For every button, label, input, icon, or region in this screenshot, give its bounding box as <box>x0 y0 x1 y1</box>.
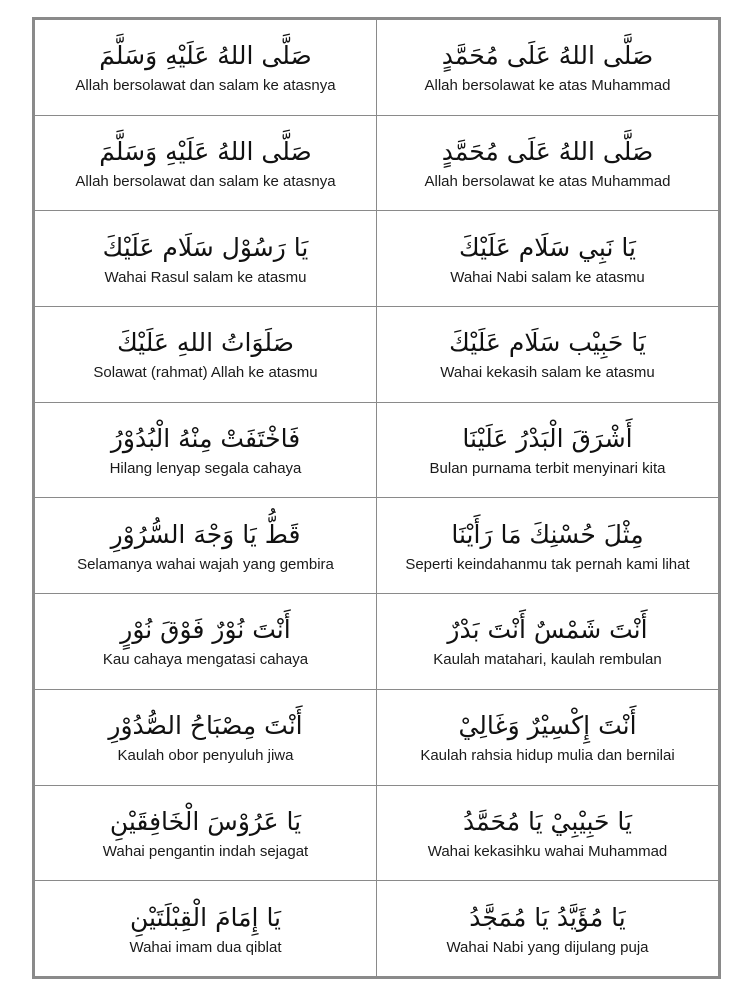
arabic-text: صَلَوَاتُ اللهِ عَلَيْكَ <box>117 328 294 358</box>
verse-cell-left <box>35 881 377 977</box>
arabic-text: يَا مُؤَيَّدُ يَا مُمَجَّدُ <box>469 902 626 932</box>
verse-row <box>35 594 719 690</box>
arabic-text: صَلَّى اللهُ عَلَيْهِ وَسَلَّمَ <box>99 41 312 71</box>
arabic-text: يَا رَسُوْل سَلَام عَلَيْكَ <box>102 232 309 262</box>
arabic-text: مِثْلَ حُسْنِكَ مَا رَأَيْنَا <box>451 519 644 549</box>
malay-translation: Allah bersolawat dan salam ke atasnya <box>75 77 336 95</box>
malay-translation: Wahai Rasul salam ke atasmu <box>104 268 307 286</box>
malay-translation: Allah bersolawat ke atas Muhammad <box>424 77 671 95</box>
malay-translation: Bulan purnama terbit menyinari kita <box>429 460 666 478</box>
arabic-text: يَا نَبِي سَلَام عَلَيْكَ <box>459 232 636 262</box>
verse-table <box>32 17 721 979</box>
verse-cell-right <box>377 785 719 881</box>
malay-translation: Seperti keindahanmu tak pernah kami lihat <box>405 555 690 573</box>
arabic-text: فَاخْتَفَتْ مِنْهُ الْبُدُوْرُ <box>110 424 301 454</box>
malay-translation: Wahai pengantin indah sejagat <box>102 842 309 860</box>
arabic-text: يَا عَرُوْسَ الْخَافِقَيْنِ <box>109 806 302 836</box>
arabic-text: أَنْتَ شَمْسٌ أَنْتَ بَدْرٌ <box>447 615 648 645</box>
verse-cell-right <box>377 307 719 403</box>
arabic-text: يَا إِمَامَ الْقِبْلَتَيْنِ <box>129 902 282 932</box>
verse-row <box>35 115 719 211</box>
verse-cell-left <box>35 594 377 690</box>
verse-grid <box>34 19 719 977</box>
verse-cell-right <box>377 20 719 116</box>
verse-row <box>35 785 719 881</box>
malay-translation: Wahai Nabi yang dijulang puja <box>446 938 649 956</box>
malay-translation: Kaulah matahari, kaulah rembulan <box>433 651 662 669</box>
arabic-text: يَا حَبِيْب سَلَام عَلَيْكَ <box>449 328 646 358</box>
verse-cell-right <box>377 594 719 690</box>
verse-row <box>35 881 719 977</box>
verse-cell-left <box>35 307 377 403</box>
verse-row <box>35 20 719 116</box>
malay-translation: Wahai imam dua qiblat <box>129 938 282 956</box>
malay-translation: Hilang lenyap segala cahaya <box>109 460 302 478</box>
arabic-text: أَنْتَ نُوْرٌ فَوْقَ نُوْرٍ <box>120 615 291 645</box>
malay-translation: Allah bersolawat ke atas Muhammad <box>424 173 671 191</box>
arabic-text: أَشْرَقَ الْبَدْرُ عَلَيْنَا <box>462 424 633 454</box>
malay-translation: Selamanya wahai wajah yang gembira <box>77 555 334 573</box>
verse-cell-left <box>35 211 377 307</box>
malay-translation: Allah bersolawat dan salam ke atasnya <box>75 173 336 191</box>
arabic-text: صَلَّى اللهُ عَلَيْهِ وَسَلَّمَ <box>99 137 312 167</box>
verse-cell-left <box>35 498 377 594</box>
malay-translation: Wahai kekasih salam ke atasmu <box>440 364 655 382</box>
arabic-text: أَنْتَ مِصْبَاحُ الصُّدُوْرِ <box>108 711 303 741</box>
verse-row <box>35 211 719 307</box>
arabic-text: يَا حَبِيْبِيْ يَا مُحَمَّدُ <box>462 806 633 836</box>
malay-translation: Solawat (rahmat) Allah ke atasmu <box>93 364 318 382</box>
arabic-text: أَنْتَ إِكْسِيْرٌ وَغَالِيْ <box>458 711 637 741</box>
verse-cell-left <box>35 402 377 498</box>
verse-cell-left <box>35 20 377 116</box>
arabic-text: صَلَّى اللهُ عَلَى مُحَمَّدٍ <box>441 137 654 167</box>
verse-row <box>35 402 719 498</box>
verse-cell-left <box>35 689 377 785</box>
verse-cell-left <box>35 115 377 211</box>
verse-cell-right <box>377 211 719 307</box>
verse-cell-right <box>377 498 719 594</box>
malay-translation: Kaulah rahsia hidup mulia dan bernilai <box>420 747 675 765</box>
verse-cell-right <box>377 115 719 211</box>
verse-row <box>35 307 719 403</box>
arabic-text: صَلَّى اللهُ عَلَى مُحَمَّدٍ <box>441 41 654 71</box>
malay-translation: Kaulah obor penyuluh jiwa <box>117 747 294 765</box>
verse-cell-right <box>377 689 719 785</box>
verse-cell-right <box>377 402 719 498</box>
verse-row <box>35 498 719 594</box>
malay-translation: Wahai kekasihku wahai Muhammad <box>427 842 668 860</box>
arabic-text: قَطُّ يَا وَجْهَ السُّرُوْرِ <box>110 519 301 549</box>
verse-cell-right <box>377 881 719 977</box>
verse-cell-left <box>35 785 377 881</box>
malay-translation: Wahai Nabi salam ke atasmu <box>450 268 645 286</box>
malay-translation: Kau cahaya mengatasi cahaya <box>102 651 309 669</box>
verse-row <box>35 689 719 785</box>
